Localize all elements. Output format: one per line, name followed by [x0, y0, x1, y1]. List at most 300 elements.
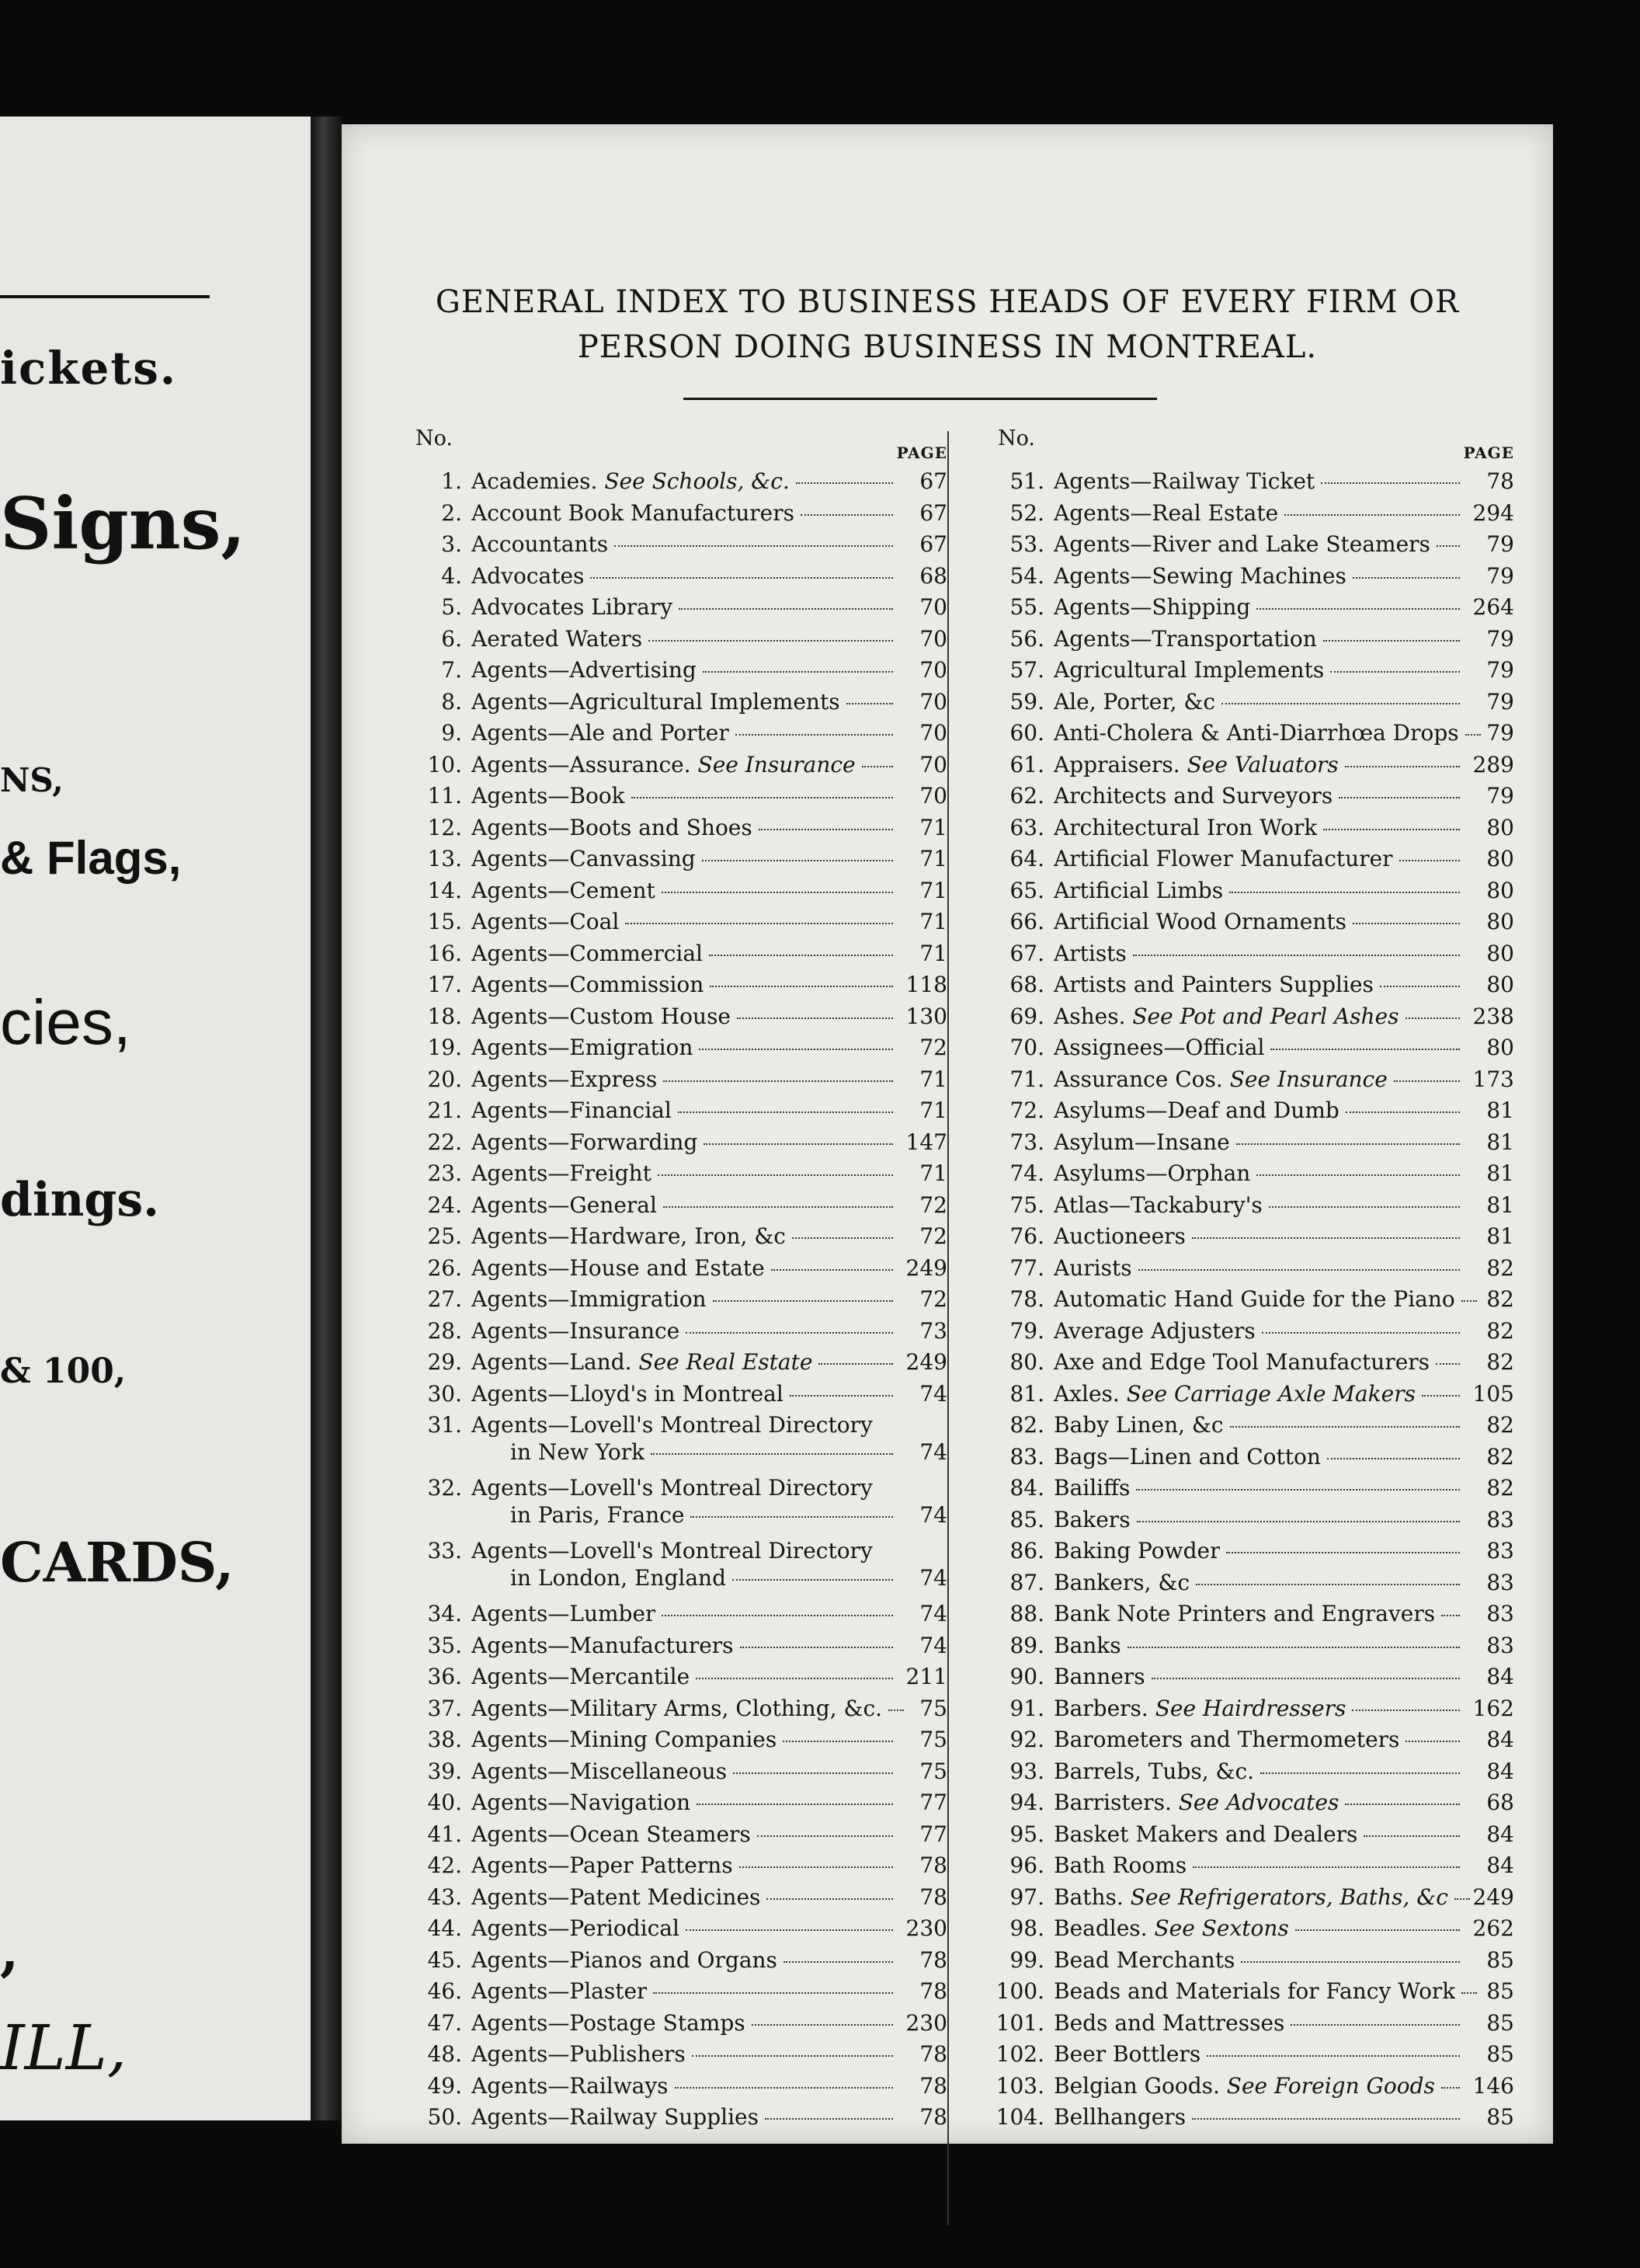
- entry-number: 102.: [995, 2041, 1044, 2067]
- entry-text: Agents—Railway Ticket: [1054, 468, 1315, 494]
- entry-page: 78: [919, 1946, 947, 1973]
- index-entry: [388, 1381, 963, 1413]
- entry-body: [471, 1097, 899, 1123]
- entry-body: [1054, 1570, 1466, 1595]
- entry-page: 74: [919, 1632, 947, 1658]
- leader-dots: [702, 860, 893, 861]
- entry-page: 84: [1486, 1758, 1514, 1784]
- leader-dots: [686, 1332, 893, 1334]
- entry-page: 78: [919, 2041, 947, 2067]
- leader-dots: [1137, 1521, 1460, 1522]
- leader-dots: [658, 1174, 893, 1176]
- index-entry: [388, 815, 963, 847]
- entry-number: 89.: [1009, 1632, 1044, 1658]
- entry-number: 29.: [427, 1349, 462, 1375]
- index-column-right: [971, 423, 1530, 2136]
- leader-dots: [888, 1710, 904, 1711]
- index-entry: [971, 1223, 1530, 1255]
- index-entry: [388, 941, 963, 972]
- entry-page: 72: [919, 1223, 947, 1249]
- leader-dots: [1399, 860, 1460, 861]
- index-entry: [388, 1664, 963, 1696]
- entry-body: [1054, 1884, 1466, 1910]
- entry-page: 146: [1472, 2072, 1514, 2099]
- entry-text: Bead Merchants: [1054, 1946, 1235, 1973]
- index-entry: [971, 1978, 1530, 2010]
- entry-number: 49.: [427, 2072, 462, 2099]
- entry-body: [1054, 1475, 1466, 1501]
- entry-body: [1054, 1318, 1466, 1344]
- entry-number: 25.: [427, 1223, 462, 1249]
- index-entry: [971, 594, 1530, 626]
- index-entry: [388, 1066, 963, 1098]
- index-entry: [971, 1790, 1530, 1821]
- index-entry: [388, 689, 963, 721]
- entry-number: 104.: [995, 2104, 1044, 2130]
- leader-dots: [675, 2087, 893, 2089]
- entry-text: Banners: [1054, 1664, 1145, 1689]
- index-entry: [971, 2041, 1530, 2073]
- index-entry: [388, 909, 963, 941]
- entry-number: 44.: [427, 1915, 462, 1941]
- entry-number: 78.: [1009, 1286, 1044, 1312]
- entry-number: 11.: [427, 783, 462, 809]
- entry-page: 118: [905, 972, 947, 997]
- entry-body: [1054, 689, 1466, 715]
- entry-body: [1054, 1444, 1466, 1470]
- entry-text: Ale, Porter, &c: [1054, 688, 1216, 715]
- entry-text: Barbers. See Hairdressers: [1054, 1695, 1346, 1721]
- see-reference: See Advocates: [1178, 1790, 1339, 1815]
- entry-number: 60.: [1009, 720, 1044, 746]
- column-header-left: [388, 423, 963, 468]
- entry-body: [1054, 1727, 1466, 1752]
- entry-text: Agents—Commercial: [471, 940, 703, 966]
- leader-dots: [739, 1866, 893, 1868]
- entry-number: 42.: [427, 1852, 462, 1878]
- entry-text: Agents—Pianos and Organs: [471, 1946, 777, 1973]
- page-label: PAGE: [1463, 444, 1514, 462]
- leader-dots: [735, 734, 893, 736]
- leader-dots: [1128, 1647, 1460, 1648]
- entry-page: 83: [1486, 1538, 1514, 1564]
- leader-dots: [740, 1647, 893, 1648]
- entry-text: Assurance Cos. See Insurance: [1054, 1066, 1388, 1092]
- entry-number: 93.: [1009, 1758, 1044, 1784]
- leader-dots: [1269, 1206, 1460, 1208]
- entry-number: 92.: [1009, 1727, 1044, 1752]
- entry-text: Bank Note Printers and Engravers: [1054, 1601, 1436, 1626]
- entry-body: [1054, 752, 1466, 777]
- entry-body: [471, 1884, 899, 1910]
- entry-number: 96.: [1009, 1852, 1044, 1878]
- leader-dots: [1394, 1080, 1460, 1082]
- left-page-line-cards: CARDS,: [0, 1530, 235, 1595]
- leader-dots: [653, 1992, 893, 1994]
- entry-body: [471, 1381, 899, 1407]
- entry-text: Agents—Coal: [471, 909, 620, 934]
- entry-page: 85: [1486, 2009, 1514, 2036]
- entry-page: 67: [919, 468, 947, 494]
- index-entry: [971, 1507, 1530, 1539]
- entry-number: 73.: [1009, 1129, 1044, 1155]
- entry-page: 82: [1486, 1443, 1514, 1470]
- entry-page: 78: [919, 2104, 947, 2130]
- entry-number: 70.: [1009, 1035, 1044, 1060]
- entry-page: 75: [919, 1758, 947, 1784]
- leader-dots: [1256, 1174, 1460, 1176]
- index-entry: [971, 941, 1530, 972]
- entry-page: 83: [1486, 1601, 1514, 1626]
- entry-text: Accountants: [471, 531, 609, 557]
- entry-page: 80: [1486, 972, 1514, 997]
- entry-text: Agents—Mercantile: [471, 1664, 690, 1689]
- entry-page: 74: [919, 1502, 947, 1528]
- index-entry: [971, 1570, 1530, 1602]
- leader-dots: [1437, 545, 1460, 547]
- index-entry: [388, 2010, 963, 2042]
- index-entry: [971, 1066, 1530, 1098]
- index-entry: [388, 2104, 963, 2136]
- entry-page: 84: [1486, 1852, 1514, 1878]
- index-entry: [971, 1381, 1530, 1413]
- entry-page: 80: [1486, 909, 1514, 934]
- index-entry: [971, 1915, 1530, 1947]
- entry-text: Bags—Linen and Cotton: [1054, 1443, 1321, 1470]
- page-title-line-2: PERSON DOING BUSINESS IN MONTREAL.: [577, 329, 1318, 365]
- leader-dots: [662, 892, 893, 893]
- entry-page: 80: [1486, 877, 1514, 903]
- entry-number: 99.: [1009, 1946, 1044, 1973]
- index-column-left: [388, 423, 963, 2136]
- entry-page: 70: [919, 657, 947, 683]
- entry-number: 76.: [1009, 1223, 1044, 1249]
- index-entry: [971, 468, 1530, 500]
- entry-text: Beer Bottlers: [1054, 2041, 1201, 2067]
- entry-page: 238: [1472, 1003, 1514, 1029]
- index-entry: [388, 1758, 963, 1790]
- leader-dots: [1327, 1458, 1460, 1459]
- leader-dots: [765, 2118, 893, 2120]
- leader-dots: [710, 986, 893, 987]
- entry-continuation: [471, 1502, 963, 1528]
- index-entry: [388, 563, 963, 595]
- index-entry: [388, 1852, 963, 1884]
- entry-page: 71: [919, 909, 947, 934]
- entry-body: [1054, 720, 1466, 746]
- entry-body: [1054, 2073, 1466, 2099]
- index-entry: [971, 1035, 1530, 1066]
- entry-text: Belgian Goods. See Foreign Goods: [1054, 2072, 1435, 2099]
- left-page-line-flags: & Flags,: [0, 832, 182, 884]
- left-page-fragment: [0, 117, 314, 2120]
- entry-text: Barometers and Thermometers: [1054, 1727, 1400, 1752]
- entry-text: Agents—Express: [471, 1066, 658, 1092]
- entry-text: Agents—Cement: [471, 877, 655, 903]
- entry-number: 91.: [1009, 1695, 1044, 1721]
- entry-text: Agents—House and Estate: [471, 1254, 765, 1281]
- leader-dots: [757, 1835, 893, 1837]
- index-entry: [388, 531, 963, 563]
- leader-dots: [862, 766, 893, 767]
- index-entry: [388, 1223, 963, 1255]
- entry-page: 78: [919, 1852, 947, 1878]
- title-rule: [683, 398, 1157, 400]
- entry-page: 79: [1486, 531, 1514, 557]
- entry-text: Agents—Hardware, Iron, &c: [471, 1223, 786, 1249]
- entry-text: Agricultural Implements: [1054, 657, 1325, 683]
- entry-body: [1054, 2104, 1466, 2130]
- entry-number: 19.: [427, 1035, 462, 1060]
- index-entry: [388, 1821, 963, 1853]
- index-entry: [971, 657, 1530, 689]
- entry-text: Auctioneers: [1054, 1223, 1186, 1249]
- entry-body: [1054, 1349, 1466, 1375]
- leader-dots: [1454, 1898, 1470, 1900]
- entry-text: Agents—Shipping: [1054, 594, 1251, 620]
- entry-number: 35.: [427, 1632, 462, 1658]
- leader-dots: [1138, 1269, 1460, 1271]
- column-header-right: [971, 423, 1530, 468]
- entry-body: [1054, 563, 1466, 589]
- leader-dots: [663, 1206, 893, 1208]
- entry-body: [471, 594, 899, 620]
- entry-page: 72: [919, 1191, 947, 1218]
- index-entry: [388, 1696, 963, 1727]
- page-label: PAGE: [896, 444, 947, 462]
- leader-dots: [1353, 577, 1460, 579]
- index-list-right: [971, 468, 1530, 2136]
- entry-body: [1054, 1129, 1466, 1155]
- leader-dots: [631, 797, 893, 798]
- entry-number: 62.: [1009, 783, 1044, 809]
- entry-number: 36.: [427, 1664, 462, 1689]
- index-entry: [388, 1538, 963, 1601]
- entry-page: 71: [919, 846, 947, 871]
- entry-body: [471, 1004, 899, 1029]
- no-label: No.: [998, 426, 1035, 450]
- page-title: [388, 280, 1506, 370]
- entry-page: 82: [1486, 1254, 1514, 1281]
- see-reference: See Insurance: [1229, 1066, 1388, 1092]
- entry-page: 162: [1472, 1695, 1514, 1721]
- entry-number: 53.: [1009, 531, 1044, 557]
- leader-dots: [790, 1395, 893, 1397]
- entry-text: Architects and Surveyors: [1054, 783, 1333, 809]
- index-entry: [971, 720, 1530, 752]
- entry-body: [471, 846, 899, 871]
- entry-text: Agents—Railways: [471, 2072, 669, 2099]
- entry-body: [471, 1664, 899, 1689]
- index-entry: [971, 909, 1530, 941]
- entry-number: 8.: [441, 688, 462, 715]
- entry-number: 68.: [1009, 972, 1044, 997]
- entry-body: [1054, 1915, 1466, 1941]
- entry-number: 101.: [995, 2009, 1044, 2036]
- entry-body: [1054, 657, 1466, 683]
- leader-dots: [1226, 1552, 1460, 1553]
- index-list-left: [388, 468, 963, 2136]
- entry-page: 79: [1486, 562, 1514, 589]
- entry-text: Agents—Commission: [471, 972, 704, 997]
- entry-number: 74.: [1009, 1160, 1044, 1186]
- entry-page: 83: [1486, 1632, 1514, 1658]
- entry-page: 82: [1486, 1286, 1514, 1312]
- entry-body: [471, 1066, 899, 1092]
- entry-number: 1.: [441, 468, 462, 494]
- leader-dots: [614, 545, 893, 547]
- entry-body: [471, 531, 899, 557]
- leader-dots: [1405, 1017, 1460, 1019]
- index-entry: [971, 2073, 1530, 2105]
- entry-number: 33.: [427, 1538, 462, 1564]
- entry-body: [471, 1978, 899, 2004]
- leader-dots: [796, 482, 893, 484]
- entry-text: Agents—Forwarding: [471, 1129, 698, 1155]
- leader-dots: [801, 514, 893, 516]
- entry-text: Agents—Lovell's Montreal Directory: [471, 1412, 873, 1438]
- leader-dots: [1339, 797, 1460, 798]
- leader-dots: [1291, 2024, 1460, 2026]
- left-page-line-signs: Signs,: [0, 482, 246, 565]
- book-spine: [311, 117, 342, 2120]
- entry-number: 20.: [427, 1066, 462, 1092]
- index-entry: [388, 2073, 963, 2105]
- entry-body: [1054, 1035, 1466, 1060]
- index-entry: [971, 563, 1530, 595]
- index-entry: [971, 2104, 1530, 2136]
- entry-number: 16.: [427, 940, 462, 966]
- entry-text: Basket Makers and Dealers: [1054, 1821, 1358, 1847]
- entry-number: 48.: [427, 2041, 462, 2067]
- entry-body: [471, 468, 899, 494]
- leader-dots: [663, 1080, 893, 1082]
- entry-body: [471, 1475, 963, 1528]
- entry-number: 17.: [427, 972, 462, 997]
- entry-page: 249: [905, 1349, 947, 1375]
- entry-text: Agents—Boots and Shoes: [471, 814, 752, 840]
- entry-page: 71: [919, 1160, 947, 1186]
- leader-dots: [1284, 514, 1460, 516]
- leader-dots: [752, 2024, 893, 2026]
- index-entry: [388, 752, 963, 784]
- entry-number: 40.: [427, 1790, 462, 1815]
- entry-number: 72.: [1009, 1097, 1044, 1123]
- index-entry: [971, 1852, 1530, 1884]
- index-entry: [971, 878, 1530, 910]
- page-title-line-1: GENERAL INDEX TO BUSINESS HEADS OF EVERY FIRM OR: [435, 284, 1460, 320]
- leader-dots: [690, 1516, 893, 1518]
- index-entry: [971, 1160, 1530, 1192]
- leader-dots: [1323, 829, 1460, 830]
- entry-page: 294: [1472, 499, 1514, 526]
- entry-page: 79: [1486, 688, 1514, 715]
- entry-body: [471, 1758, 899, 1784]
- entry-page: 83: [1486, 1569, 1514, 1595]
- entry-body: [471, 2041, 899, 2067]
- index-entry: [971, 1884, 1530, 1916]
- entry-text: Banks: [1054, 1632, 1121, 1658]
- entry-number: 45.: [427, 1946, 462, 1973]
- entry-number: 9.: [441, 720, 462, 746]
- entry-number: 27.: [427, 1286, 462, 1312]
- leader-dots: [1230, 1426, 1460, 1428]
- entry-text: Agents—Plaster: [471, 1978, 648, 2004]
- index-entry: [971, 1696, 1530, 1727]
- entry-body: [1054, 2041, 1466, 2067]
- entry-number: 22.: [427, 1129, 462, 1155]
- leader-dots: [1221, 703, 1460, 704]
- entry-text: Agents—Freight: [471, 1160, 651, 1186]
- entry-number: 77.: [1009, 1254, 1044, 1281]
- entry-text: Baking Powder: [1054, 1538, 1221, 1564]
- entry-text: Agents—River and Lake Steamers: [1054, 531, 1430, 557]
- entry-page: 70: [919, 594, 947, 620]
- entry-body: [471, 1349, 899, 1375]
- entry-text: Assignees—Official: [1054, 1035, 1265, 1060]
- entry-page: 81: [1486, 1191, 1514, 1218]
- entry-text: Bellhangers: [1054, 2104, 1187, 2130]
- leader-dots: [771, 1269, 893, 1271]
- entry-text: Agents—Mining Companies: [471, 1727, 777, 1752]
- index-entry: [388, 1790, 963, 1821]
- entry-body: [1054, 1192, 1466, 1218]
- entry-body: [471, 720, 899, 746]
- index-entry: [388, 1129, 963, 1161]
- leader-dots: [1207, 2055, 1460, 2057]
- leader-dots: [1436, 1363, 1460, 1365]
- entry-body: [471, 1192, 899, 1218]
- entry-page: 80: [1486, 846, 1514, 871]
- index-entry: [388, 500, 963, 532]
- entry-body: [1054, 1223, 1466, 1249]
- entry-body: [471, 941, 899, 966]
- leader-dots: [1260, 1772, 1460, 1774]
- entry-number: 4.: [441, 562, 462, 589]
- entry-body: [1054, 1821, 1466, 1847]
- leader-dots: [625, 923, 893, 924]
- entry-page: 71: [919, 877, 947, 903]
- entry-body: [471, 563, 899, 589]
- index-entry: [388, 972, 963, 1004]
- entry-number: 2.: [441, 499, 462, 526]
- entry-page: 68: [919, 562, 947, 589]
- entry-text: Agents—General: [471, 1191, 657, 1218]
- entry-text: Axe and Edge Tool Manufacturers: [1054, 1349, 1430, 1375]
- entry-number: 79.: [1009, 1317, 1044, 1344]
- entry-body: [1054, 1790, 1466, 1815]
- leader-dots: [733, 1772, 893, 1774]
- entry-text: Agents—Postage Stamps: [471, 2009, 745, 2036]
- entry-text: Agents—Assurance. See Insurance: [471, 751, 856, 777]
- entry-text: Agents—Insurance: [471, 1317, 680, 1344]
- entry-page: 264: [1472, 594, 1514, 620]
- entry-text: Agents—Immigration: [471, 1286, 707, 1312]
- entry-text: Academies. See Schools, &c.: [471, 468, 790, 494]
- index-entry: [971, 1633, 1530, 1664]
- entry-page: 81: [1486, 1129, 1514, 1155]
- entry-page: 74: [919, 1380, 947, 1407]
- entry-number: 61.: [1009, 751, 1044, 777]
- leader-dots: [1192, 1237, 1460, 1239]
- see-reference: See Schools, &c.: [604, 468, 790, 494]
- entry-page: 78: [919, 2072, 947, 2099]
- entry-body: [1054, 1538, 1466, 1564]
- index-entry: [388, 1412, 963, 1475]
- left-page-line-tickets: ickets.: [0, 342, 178, 395]
- leader-dots: [1461, 1300, 1477, 1302]
- index-entry: [971, 2010, 1530, 2042]
